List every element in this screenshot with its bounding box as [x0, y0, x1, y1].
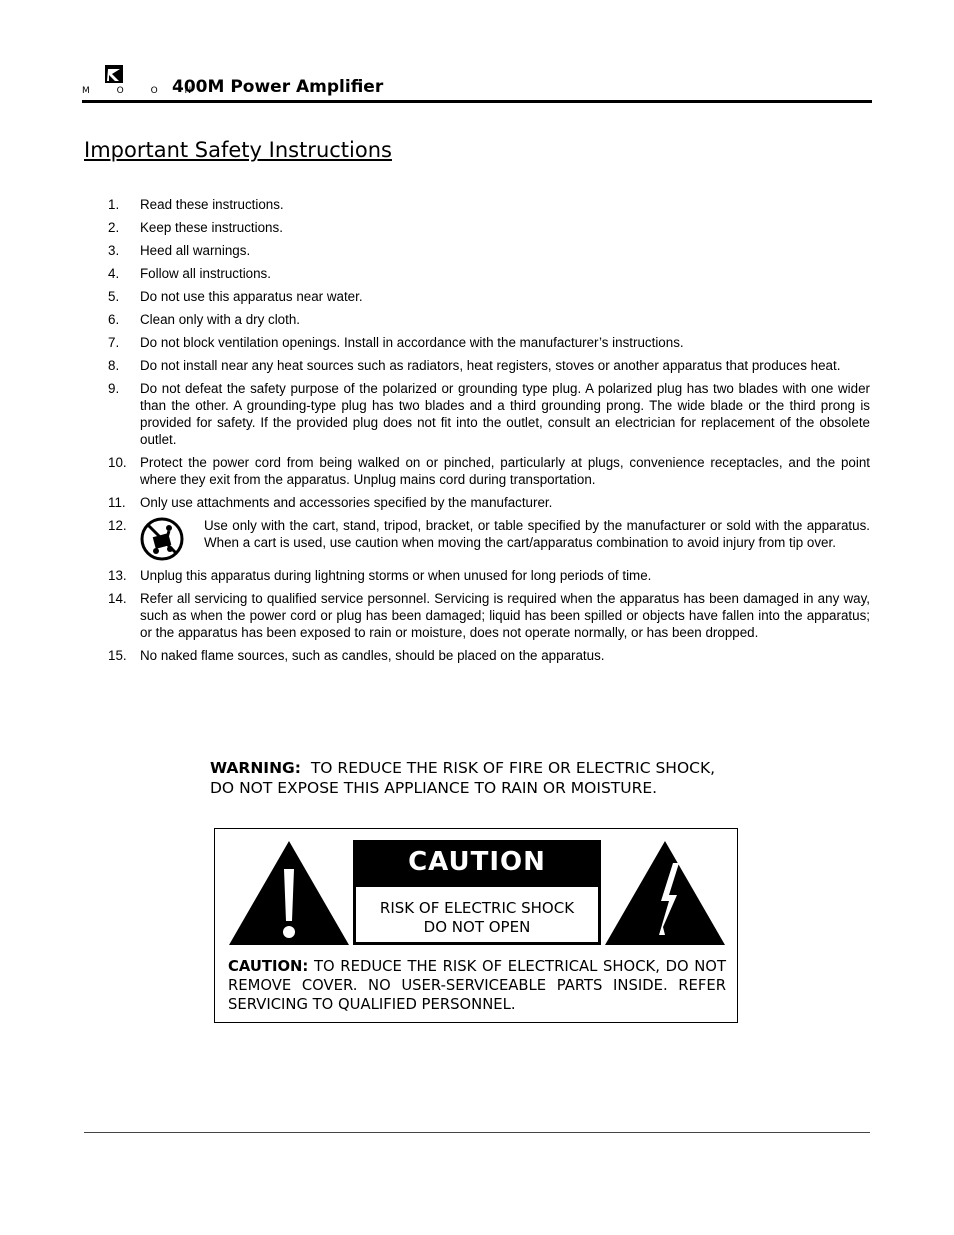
list-item [108, 311, 870, 328]
cart-tip-over-warning-icon [140, 517, 184, 561]
warning-notice [210, 758, 770, 798]
item-number: 12. [108, 518, 127, 533]
item-text: Protect the power cord from being walked on or pinched, particularly at plugs, convenience receptacles, and the point where they exit from the apparatus. Unplug mains cord during transportation. [140, 455, 870, 487]
caution-inner-panel [353, 884, 601, 945]
warning-line-2: DO NOT EXPOSE THIS APPLIANCE TO RAIN OR MOISTURE. [210, 779, 658, 797]
item-number: 7. [108, 335, 120, 350]
item-number: 14. [108, 591, 127, 606]
list-item [108, 647, 870, 664]
item-text: Unplug this apparatus during lightning storms or when unused for long periods of time. [140, 568, 652, 583]
exclamation-warning-icon [227, 839, 351, 947]
item-text: Use only with the cart, stand, tripod, bracket, or table specified by the manufacturer or sold with the apparatus. When a cart is used, use caution when moving the cart/apparatus combination to avoid injury from tip over. [204, 518, 870, 550]
page-header [82, 60, 872, 104]
item-content [140, 517, 870, 561]
item-text: Do not block ventilation openings. Install in accordance with the manufacturer’s instructions. [140, 335, 684, 350]
document-title: 400M Power Amplifier [172, 77, 384, 97]
footer-rule [84, 1132, 870, 1133]
list-item [108, 242, 870, 259]
instructions-list [108, 196, 870, 670]
item-text: Do not install near any heat sources such as radiators, heat registers, stoves or another apparatus that produces heat. [140, 358, 841, 373]
item-number: 15. [108, 648, 127, 663]
item-text: Refer all servicing to qualified service personnel. Servicing is required when the apparatus has been damaged in any way, such as when the power cord or plug has been damaged; liquid has been spilled or objects have fallen into the apparatus; or the apparatus has been exposed to rain or moisture, does not operate normally, or has been dropped. [140, 591, 870, 640]
caution-statement [228, 957, 726, 1014]
item-number: 5. [108, 289, 120, 304]
item-text: Follow all instructions. [140, 266, 271, 281]
item-number: 3. [108, 243, 120, 258]
item-number: 11. [108, 495, 126, 510]
list-item [108, 517, 870, 561]
item-text: Keep these instructions. [140, 220, 283, 235]
caution-inner-line-1: RISK OF ELECTRIC SHOCK [379, 899, 575, 917]
lightning-bolt-icon [603, 839, 727, 947]
item-number: 10. [108, 455, 127, 470]
item-text: No naked flame sources, such as candles, should be placed on the apparatus. [140, 648, 605, 663]
logo-wordmark: M O O N [82, 86, 204, 96]
caution-statement-label: CAUTION: [228, 958, 309, 975]
item-number: 6. [108, 312, 120, 327]
list-item [108, 334, 870, 351]
list-item [108, 590, 870, 641]
item-number: 2. [108, 220, 120, 235]
item-number: 1. [108, 197, 120, 212]
list-item [108, 454, 870, 488]
caution-heading: CAUTION [353, 840, 601, 884]
list-item [108, 567, 870, 584]
item-number: 13. [108, 568, 127, 583]
list-item [108, 196, 870, 213]
item-text: Clean only with a dry cloth. [140, 312, 301, 327]
list-item [108, 494, 870, 511]
warning-line-1: TO REDUCE THE RISK OF FIRE OR ELECTRIC SHOCK, [310, 759, 716, 777]
list-item [108, 219, 870, 236]
list-item [108, 288, 870, 305]
item-text: Read these instructions. [140, 197, 284, 212]
caution-inner-line-2: DO NOT OPEN [423, 918, 531, 936]
list-item [108, 357, 870, 374]
list-item [108, 380, 870, 448]
item-text: Heed all warnings. [140, 243, 251, 258]
item-text: Only use attachments and accessories specified by the manufacturer. [140, 495, 553, 510]
caution-label-box [214, 828, 738, 1023]
item-number: 9. [108, 381, 120, 396]
section-title: Important Safety Instructions [84, 138, 392, 162]
item-text: Do not defeat the safety purpose of the polarized or grounding type plug. A polarized plug has two blades with one wider than the other. A grounding-type plug has two blades and a third grounding prong. The wide blade or the third prong is provided for safety. If the provided plug does not fit into the outlet, consult an electrician for replacement of the obsolete outlet. [140, 381, 870, 447]
header-rule [82, 100, 872, 103]
item-number: 8. [108, 358, 120, 373]
item-text: Do not use this apparatus near water. [140, 289, 363, 304]
list-item [108, 265, 870, 282]
warning-label: WARNING: [210, 759, 301, 777]
caution-statement-text: TO REDUCE THE RISK OF ELECTRICAL SHOCK, DO NOT REMOVE COVER. NO USER-SERVICEABLE PARTS INSIDE. REFER SERVICING TO QUALIFIED PERSONNEL. [228, 958, 726, 1013]
item-number: 4. [108, 266, 120, 281]
